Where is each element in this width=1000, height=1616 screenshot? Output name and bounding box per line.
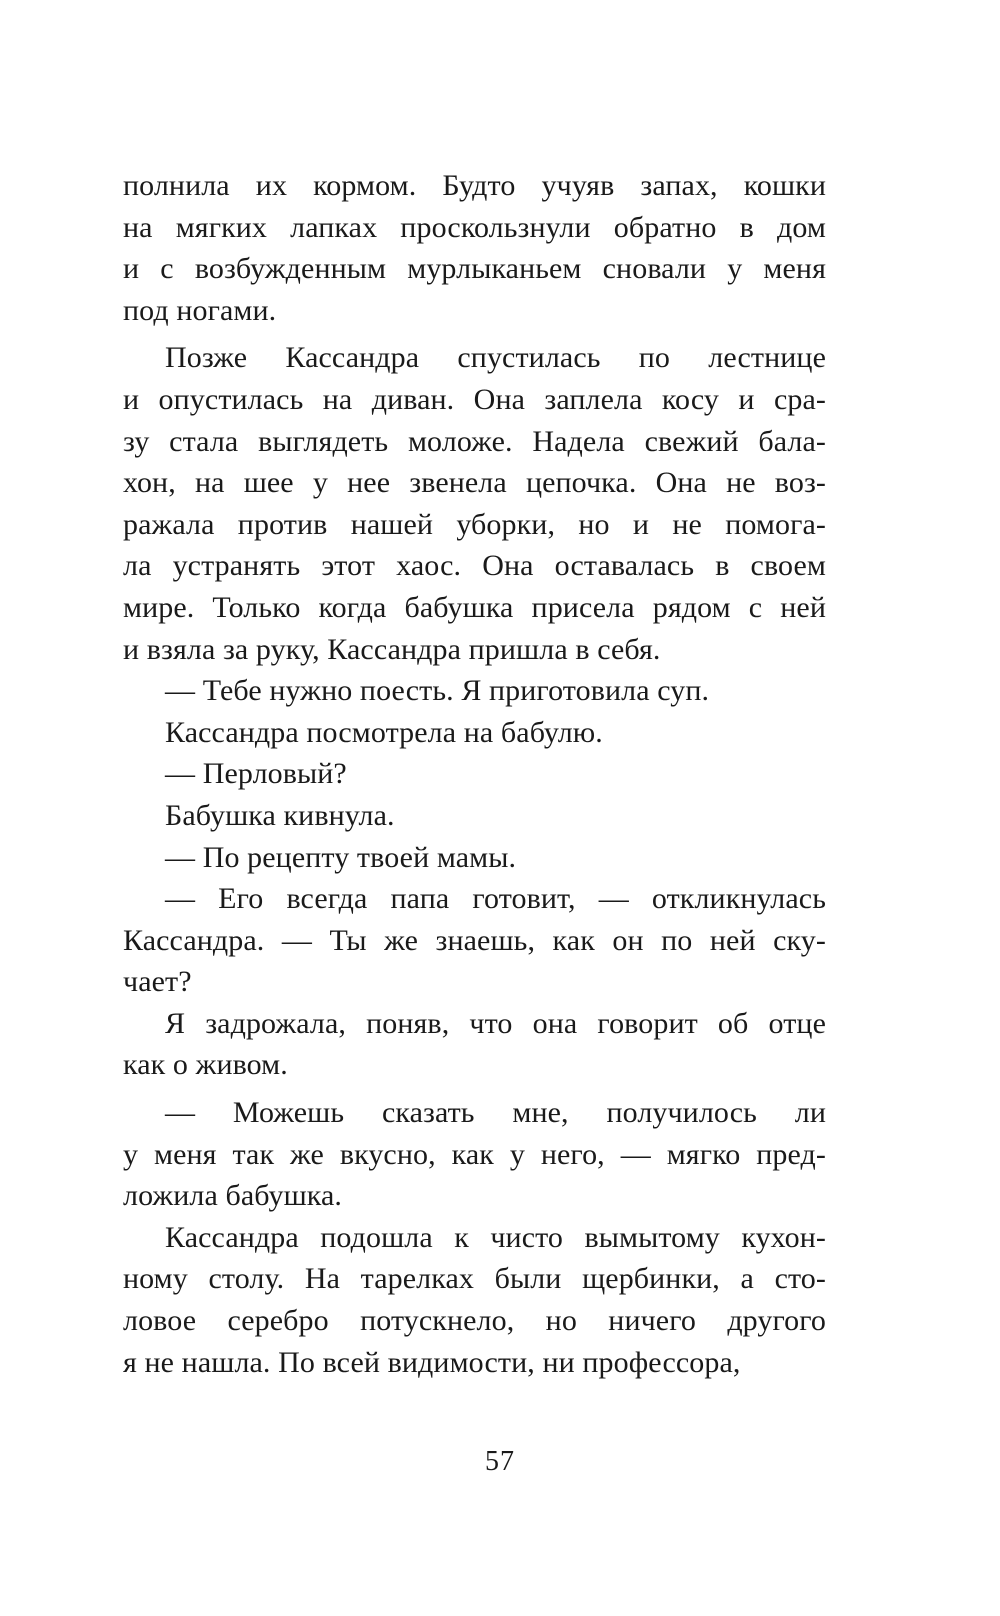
paragraph-7 [123,837,826,879]
text-line: — Его всегда папа готовит, — откликнулась [165,882,826,916]
body-text [123,165,826,1383]
text-line: — Можешь сказать мне, получилось ли [165,1096,826,1130]
text-line: и опустилась на диван. Она заплела косу и сра- [123,382,826,416]
paragraph-3 [123,670,826,712]
text-line: ложила бабушка. [123,1179,343,1213]
text-line: Я задрожала, поняв, что она говорит об отце [165,1006,826,1040]
text-line: Кассандра. — Ты же знаешь, как он по ней ску- [123,923,826,957]
paragraph-8 [123,878,826,1003]
text-line: хон, на шее у нее звенела цепочка. Она не воз- [123,466,826,500]
text-line: мире. Только когда бабушка присела рядом с ней [123,590,826,624]
text-line: Позже Кассандра спустилась по лестнице [165,341,826,375]
text-line: Бабушка кивнула. [165,798,395,832]
text-line: ному столу. На тарелках были щербинки, а сто- [123,1262,826,1296]
paragraph-1 [123,165,826,331]
text-line: — По рецепту твоей мамы. [165,840,517,874]
text-line: Кассандра посмотрела на бабулю. [165,715,603,749]
paragraph-10 [123,1092,826,1217]
text-line: у меня так же вкусно, как у него, — мягко пред- [123,1137,826,1171]
paragraph-9 [123,1003,826,1086]
text-line: полнила их кормом. Будто учуяв запах, кошки [123,169,826,202]
text-line: зу стала выглядеть моложе. Надела свежий бала- [123,424,826,458]
text-line: как о живом. [123,1048,288,1082]
paragraph-2 [123,337,826,670]
text-line: Кассандра подошла к чисто вымытому кухон- [165,1220,826,1254]
paragraph-5 [123,753,826,795]
text-line: — Перловый? [165,757,347,791]
paragraph-11 [123,1217,826,1383]
paragraph-4 [123,712,826,754]
text-line: и взяла за руку, Кассандра пришла в себя. [123,632,661,666]
text-line: я не нашла. По всей видимости, ни профессора, [123,1345,741,1379]
text-line: чает? [123,965,192,999]
text-line: на мягких лапках проскользнули обратно в дом [123,210,826,244]
text-line: ловое серебро потускнело, но ничего другого [123,1304,826,1338]
page-number: 57 [485,1446,515,1477]
text-line: — Тебе нужно поесть. Я приготовила суп. [165,674,710,708]
text-line: и с возбужденным мурлыканьем сновали у меня [123,252,826,286]
text-line: ражала против нашей уборки, но и не помога- [123,507,826,541]
text-line: под ногами. [123,293,277,327]
paragraph-6 [123,795,826,837]
text-line: ла устранять этот хаос. Она оставалась в своем [123,549,826,583]
